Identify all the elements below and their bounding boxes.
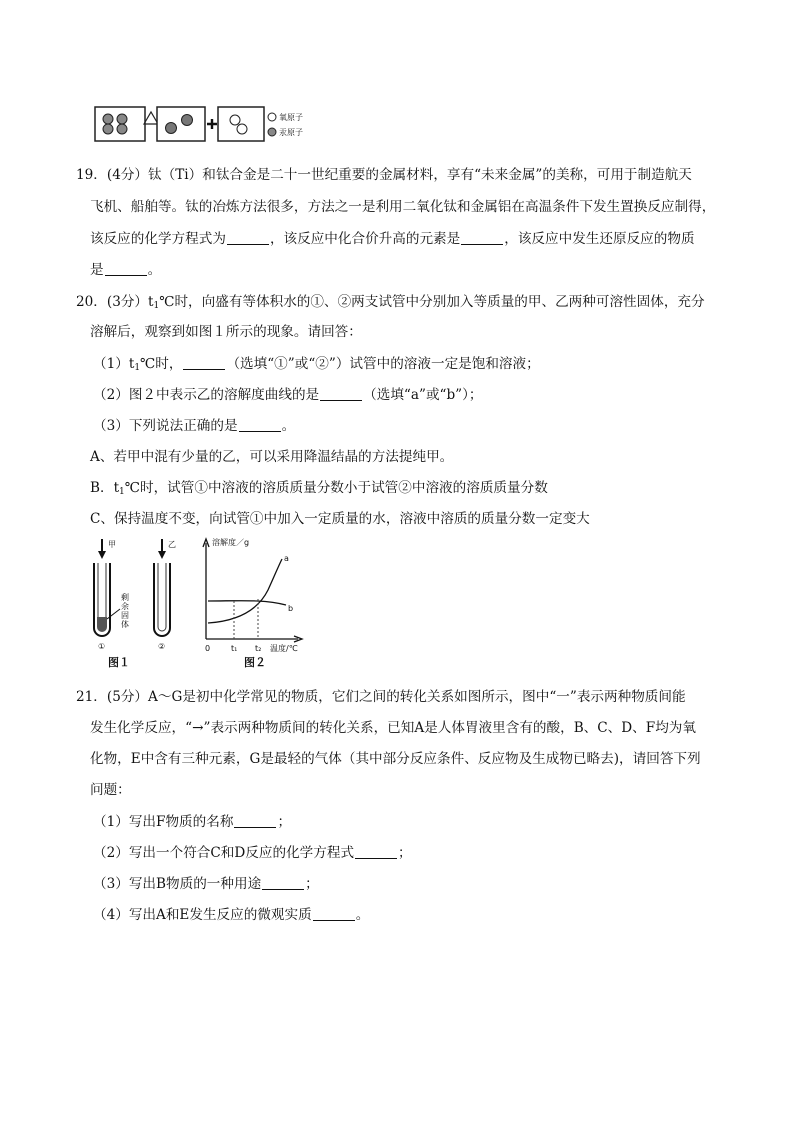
tick-t2: t₂ (255, 644, 262, 653)
q20-option-c: C、保持温度不变，向试管①中加入一定质量的水，溶液中溶质的质量分数一定变大 (90, 511, 590, 527)
mercury-atom (182, 115, 193, 126)
q21-part-3: （3）写出B物质的一种用途 ； (93, 876, 319, 892)
tube-1-mark: ① (98, 642, 106, 651)
tube-2-mark: ② (158, 642, 166, 651)
q21-part-4: （4）写出A和E发生反应的微观实质 。 (93, 907, 370, 923)
answer-blank[interactable] (105, 262, 147, 276)
y-axis-label: 溶解度／g (212, 538, 250, 547)
legend-oxygen-label: 氧原子 (279, 113, 303, 122)
answer-blank[interactable] (320, 387, 362, 401)
q19-line-4: 是 。 (90, 262, 162, 278)
curve-a-label: a (284, 554, 289, 563)
molecule-atom (103, 124, 113, 134)
q20-line-1: 20．(3分）$t_1℃$时，向盛有等体积水的①、②两支试管中分别加入等质量的甲、乙两种可溶性固体，充分 (76, 294, 705, 311)
q21-line-1: 21．(5分）A～G是初中化学常见的物质，它们之间的转化关系如图所示，图中“一”表示两种物质间能 (76, 689, 686, 705)
solid-residue (97, 617, 107, 632)
q20-part-3: （3）下列说法正确的是 。 (93, 418, 296, 434)
x-axis-label: 温度/℃ (270, 644, 298, 653)
q21-part-1: （1）写出F物质的名称 ； (93, 814, 292, 830)
svg-text:固: 固 (121, 611, 129, 620)
oxygen-atom (230, 115, 240, 125)
figure-2-caption: 图２ (244, 656, 266, 669)
q20-option-b: B．$t_1℃$时，试管①中溶液的溶质质量分数小于试管②中溶液的溶质质量分数 (90, 480, 548, 497)
q21-part-2: （2）写出一个符合C和D反应的化学方程式 ； (93, 845, 412, 861)
curve-b (208, 601, 286, 605)
q21-line-4: 问题： (90, 782, 131, 798)
answer-blank[interactable] (461, 231, 503, 245)
q19-line-2: 飞机、船舶等。钛的冶炼方法很多，方法之一是利用二氧化钛和金属铝在高温条件下发生置换反应制得， (90, 199, 716, 215)
answer-blank[interactable] (183, 356, 225, 370)
q19-line-3: 该反应的化学方程式为 ，该反应中化合价升高的元素是 ，该反应中发生还原反应的物质 (90, 231, 695, 247)
answer-blank[interactable] (313, 907, 355, 921)
answer-blank[interactable] (262, 876, 304, 890)
reaction-figure (94, 104, 334, 144)
solubility-figure (88, 535, 308, 675)
tick-t1: t₁ (231, 644, 238, 653)
solid-label: 剩 (121, 593, 129, 602)
curve-a (208, 559, 282, 623)
q20-option-a: A、若甲中混有少量的乙，可以采用降温结晶的方法提纯甲。 (90, 449, 454, 465)
mercury-atom (166, 123, 177, 134)
q21-line-3: 化物，E中含有三种元素，G是最轻的气体（其中部分反应条件、反应物及生成物已略去)，请回答下列 (90, 751, 701, 767)
q19-line-1: 19．(4分）钛（Ti）和钛合金是二十一世纪重要的金属材料，享有“未来金属”的美称，可用于制造航天 (76, 167, 692, 183)
origin-label: 0 (205, 644, 211, 653)
q20-part-2: （2）图２中表示乙的溶解度曲线的是 （选填“a”或“b”）； (93, 387, 483, 403)
q20-part-1: $(1)t_1℃$时， （选填“①”或“②”）试管中的溶液一定是饱和溶液； (93, 356, 540, 373)
oxygen-atom (237, 124, 247, 134)
curve-b-label: b (288, 604, 294, 613)
svg-text:余: 余 (121, 602, 129, 611)
answer-blank[interactable] (234, 814, 276, 828)
tube-2-label: 乙 (168, 540, 176, 549)
answer-blank[interactable] (227, 231, 269, 245)
box-product-1 (157, 107, 205, 141)
answer-blank[interactable] (239, 418, 281, 432)
q20-line-2: 溶解后，观察到如图１所示的现象。请回答： (90, 324, 362, 340)
legend-mercury-label: 汞原子 (279, 128, 303, 137)
heat-triangle-icon (144, 112, 158, 124)
q21-line-2: 发生化学反应，“→”表示两种物质间的转化关系，已知A是人体胃液里含有的酸，B、C、D、F均为氧 (90, 720, 696, 736)
answer-blank[interactable] (355, 845, 397, 859)
tube-1-label: 甲 (108, 540, 116, 549)
svg-text:体: 体 (121, 620, 129, 629)
legend-oxygen-icon (268, 113, 276, 121)
legend-mercury-icon (268, 128, 276, 136)
figure-1-caption: 图１ (108, 656, 130, 669)
molecule-atom (117, 124, 127, 134)
plus-icon (207, 119, 217, 129)
test-tube-2 (154, 563, 170, 636)
molecule-atom (117, 114, 127, 124)
molecule-atom (103, 114, 113, 124)
